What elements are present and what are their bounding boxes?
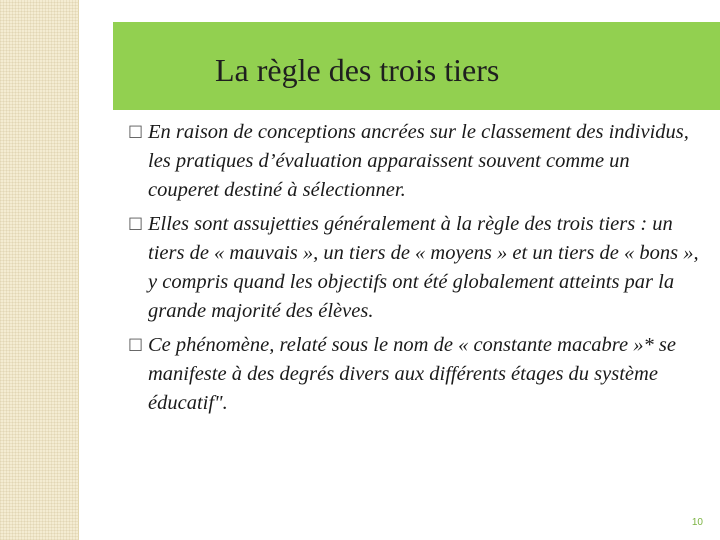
checkbox-bullet-icon: □ [128, 213, 144, 232]
bullet-text: Elles sont assujetties généralement à la règle des trois tiers : un tiers de « mauvais », un tiers de « moyens » et un tiers de « bons », y compris quand les objectifs ont été globalement atteints par la grande majorité des élèves. [148, 213, 699, 322]
slide-title: La règle des trois tiers [215, 52, 500, 88]
checkbox-bullet-icon: □ [128, 121, 144, 140]
bullet-item [128, 118, 700, 205]
bullet-item [128, 331, 700, 418]
bullet-list [128, 118, 700, 423]
bullet-text: En raison de conceptions ancrées sur le classement des individus, les pratiques d’évaluation apparaissent souvent comme un couperet destiné à sélectionner. [148, 121, 689, 201]
checkbox-bullet-icon: □ [128, 334, 144, 353]
bullet-item [128, 210, 700, 326]
page-number: 10 [691, 517, 703, 528]
decorative-side-strip [0, 0, 79, 540]
bullet-text: Ce phénomène, relaté sous le nom de « constante macabre »* se manifeste à des degrés divers aux différents étages du système éducatif". [148, 334, 676, 414]
